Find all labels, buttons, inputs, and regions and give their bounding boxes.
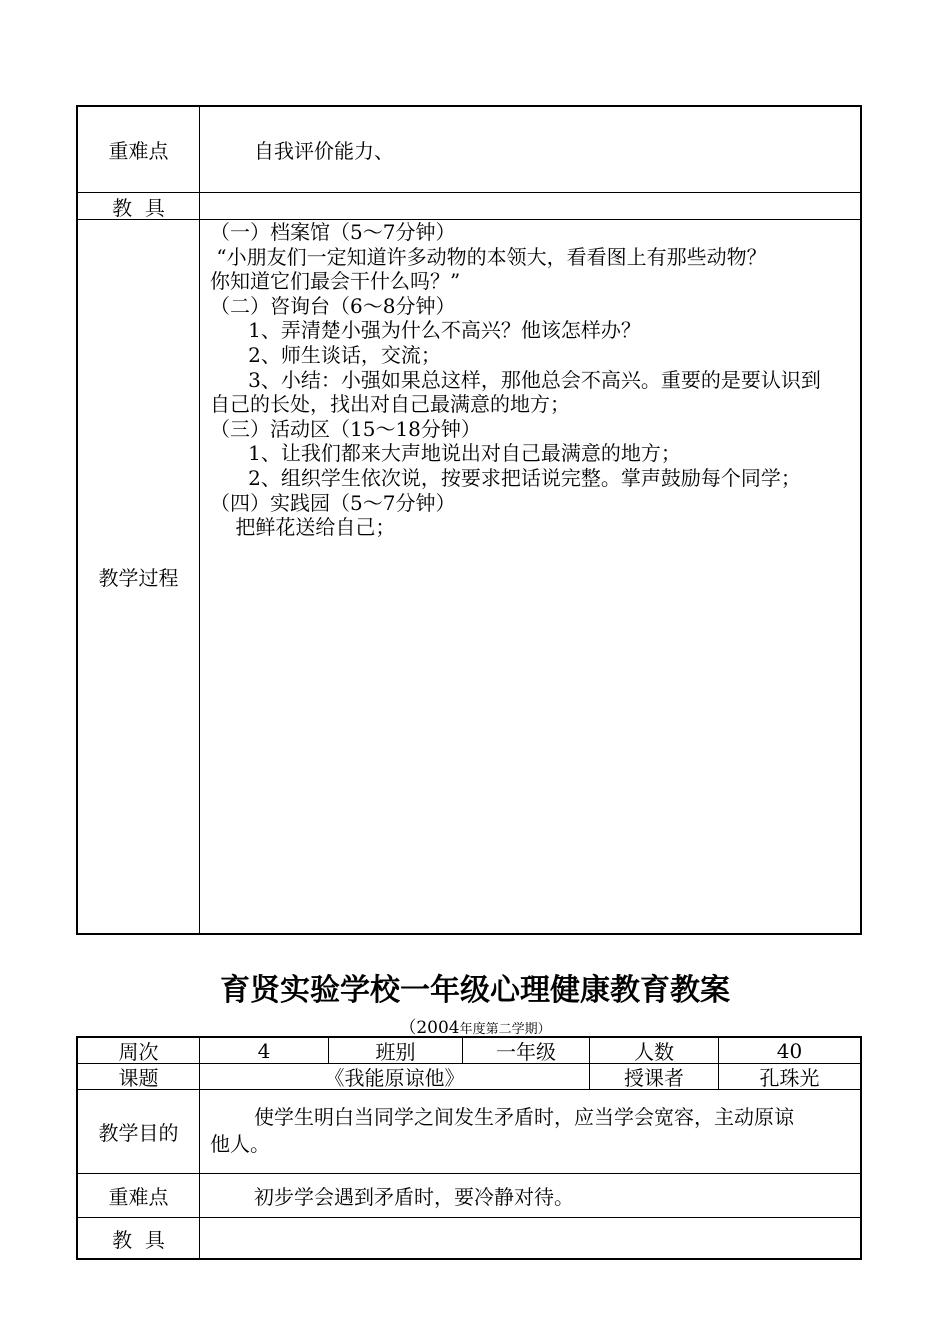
topic-label: 课题 <box>78 1064 200 1089</box>
subtitle-year: （2004 <box>399 1018 460 1038</box>
difficulty-row-2 <box>78 1174 860 1218</box>
goal-line-1: 使学生明白当同学之间发生矛盾时，应当学会宽容，主动原谅 <box>254 1105 794 1129</box>
class-label: 班别 <box>329 1038 463 1063</box>
process-line: （二）咨询台（6～8分钟） <box>210 293 456 318</box>
page-subtitle <box>0 1013 950 1038</box>
tools-label: 教 具 <box>78 193 200 219</box>
difficulty-row <box>78 107 860 193</box>
difficulty-text-cell <box>200 107 860 192</box>
page-title: 育贤实验学校一年级心理健康教育教案 <box>220 973 730 1008</box>
teacher-value: 孔珠光 <box>759 1066 820 1090</box>
topic-value: 《我能原谅他》 <box>200 1064 590 1089</box>
process-line: （四）实践园（5～7分钟） <box>210 490 456 515</box>
process-label: 教学过程 <box>78 220 200 933</box>
process-line: （三）活动区（15～18分钟） <box>210 416 481 441</box>
count-value: 40 <box>776 1038 803 1063</box>
difficulty-label-2: 重难点 <box>78 1174 200 1217</box>
topic-row <box>78 1064 860 1090</box>
goal-line-2: 他人。 <box>210 1132 270 1156</box>
goal-label: 教学目的 <box>78 1090 200 1173</box>
difficulty-text-cell-2 <box>200 1174 860 1217</box>
difficulty-text-2: 初步学会遇到矛盾时，要冷静对待。 <box>254 1185 574 1209</box>
tools-label-2: 教 具 <box>78 1218 200 1258</box>
lesson-table-continued <box>76 105 862 935</box>
lesson-table <box>76 1036 862 1260</box>
process-row <box>78 220 860 933</box>
difficulty-label: 重难点 <box>78 107 200 192</box>
count-label: 人数 <box>590 1038 719 1063</box>
process-lines <box>200 220 860 540</box>
goal-text-cell <box>200 1090 860 1173</box>
process-line: 2、师生谈话，交流； <box>210 342 441 367</box>
process-line: 你知道它们最会干什么吗？” <box>210 269 461 294</box>
process-line: 2、组织学生依次说，按要求把话说完整。掌声鼓励每个同学； <box>210 465 801 490</box>
process-line: 把鲜花送给自己； <box>210 515 396 540</box>
week-value: 4 <box>200 1038 329 1063</box>
process-line: 1、让我们都来大声地说出对自己最满意的地方； <box>210 441 681 466</box>
tools-row-2 <box>78 1218 860 1258</box>
info-row <box>78 1038 860 1064</box>
teacher-label: 授课者 <box>590 1064 719 1089</box>
process-line: 3、小结：小强如果总这样，那他总会不高兴。重要的是要认识到 <box>210 367 821 392</box>
process-line: “小朋友们一定知道许多动物的本领大，看看图上有那些动物？ <box>210 244 767 269</box>
process-line: （一）档案馆（5～7分钟） <box>210 220 456 244</box>
tools-text-2 <box>200 1218 860 1258</box>
tools-row <box>78 193 860 220</box>
difficulty-text: 自我评价能力、 <box>254 139 394 163</box>
week-label: 周次 <box>78 1038 200 1063</box>
tools-text <box>200 193 860 219</box>
class-value: 一年级 <box>463 1038 590 1063</box>
subtitle-term: 年度第二学期） <box>459 1022 551 1037</box>
process-content <box>200 220 860 933</box>
process-line: 1、弄清楚小强为什么不高兴？他该怎样办？ <box>210 318 641 343</box>
process-line: 自己的长处，找出对自己最满意的地方； <box>210 392 570 417</box>
goal-row <box>78 1090 860 1174</box>
